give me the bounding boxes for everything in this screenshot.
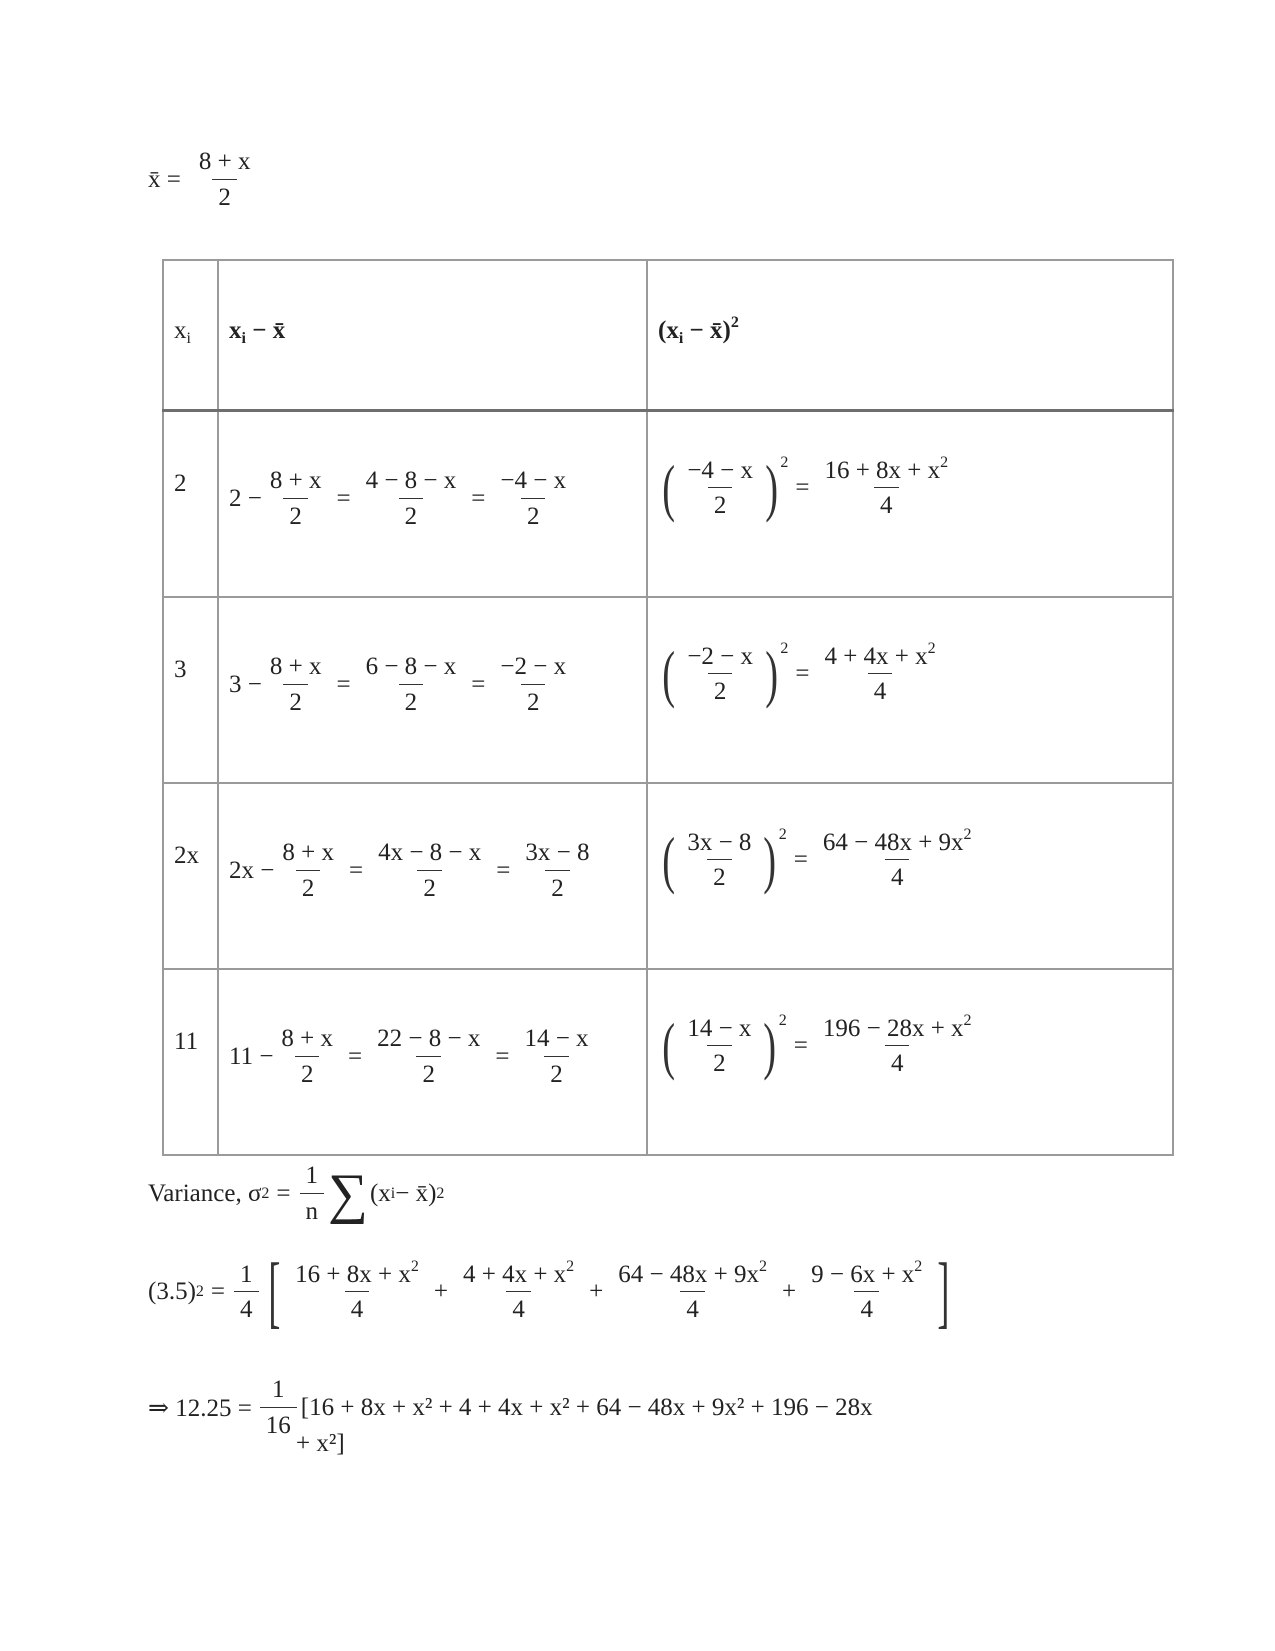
table-row — [163, 783, 1173, 969]
deviation-expression: 3 − $\frac{8 + x}{2}$ = $\frac{6 - 8 - x}{2}$ = $\frac{-2 - x}{2}$ — [229, 653, 567, 716]
squared-expression: ( $\frac{-2 - x}{2}$ ) 2 = $\frac{4 + 4x + x^2}{4}$ — [662, 638, 936, 709]
mean-numerator: 8 + x — [198, 148, 251, 175]
variance-formula: Variance, σ 2 = $\frac{1}{n}$ ∑ (x i − x̄) 2 — [148, 1162, 445, 1225]
mean-equation — [148, 148, 258, 211]
mean-denominator: 2 — [212, 179, 237, 212]
table-header-row — [163, 260, 1173, 411]
header-xi: $x_i$ — [163, 260, 218, 411]
table-row — [163, 411, 1173, 598]
expanded-equation: ⇒ 12.25 = $\frac{1}{16}$ [16 + 8x + x² + 4 + 4x + x² + 64 − 48x + 9x² + 196 − 28x — [148, 1376, 873, 1439]
squared-expression: ( $\frac{-4 - x}{2}$ ) 2 = $\frac{16 + 8x + x^2}{4}$ — [662, 452, 949, 523]
deviation-expression: 2x − $\frac{8 + x}{2}$ = $\frac{4x - 8 - x}{2}$ = $\frac{3x - 8}{2}$ — [229, 839, 590, 902]
table-row — [163, 597, 1173, 783]
mean-lhs: x̄ = — [148, 165, 181, 193]
expanded-line-2: + x²] — [296, 1430, 345, 1457]
xi-value: 3 — [174, 656, 187, 683]
mean-fraction — [193, 148, 257, 211]
expanded-line-1: [16 + 8x + x² + 4 + 4x + x² + 64 − 48x + 9x² + 196 − 28x — [300, 1393, 873, 1421]
xi-value: 2x — [174, 842, 199, 869]
xi-value: 11 — [174, 1028, 199, 1055]
squared-expression: ( $\frac{3x - 8}{2}$ ) 2 = $\frac{64 - 48x + 9x^2}{4}$ — [662, 824, 972, 895]
squared-expression: ( $\frac{14 - x}{2}$ ) 2 = $\frac{196 - 28x + x^2}{4}$ — [662, 1010, 972, 1081]
header-deviation: $x_i$ − x̄ — [218, 260, 647, 411]
xi-value: 2 — [174, 470, 187, 497]
substitution-equation: (3.5) 2 = $\frac{1}{4}$ [ $\frac{16 + 8x + x^2}{4}$ + $\frac{4 + 4x + x^2}{4}$ + $\frac{64 - 48x + 9x^2}{4}$ + $\frac{9 - 6x + x^2}{4}$ ] — [148, 1248, 950, 1336]
sigma-symbol: ∑ — [328, 1162, 368, 1225]
table-row — [163, 969, 1173, 1155]
deviation-expression: 11 − $\frac{8 + x}{2}$ = $\frac{22 - 8 - x}{2}$ = $\frac{14 - x}{2}$ — [229, 1025, 589, 1088]
deviation-expression: 2 − $\frac{8 + x}{2}$ = $\frac{4 - 8 - x}{2}$ = $\frac{-4 - x}{2}$ — [229, 467, 567, 530]
header-squared-deviation: ($x_i$ − x̄)$^2$ — [647, 260, 1173, 411]
variance-label: Variance, σ — [148, 1179, 262, 1207]
deviation-table — [162, 259, 1174, 1156]
